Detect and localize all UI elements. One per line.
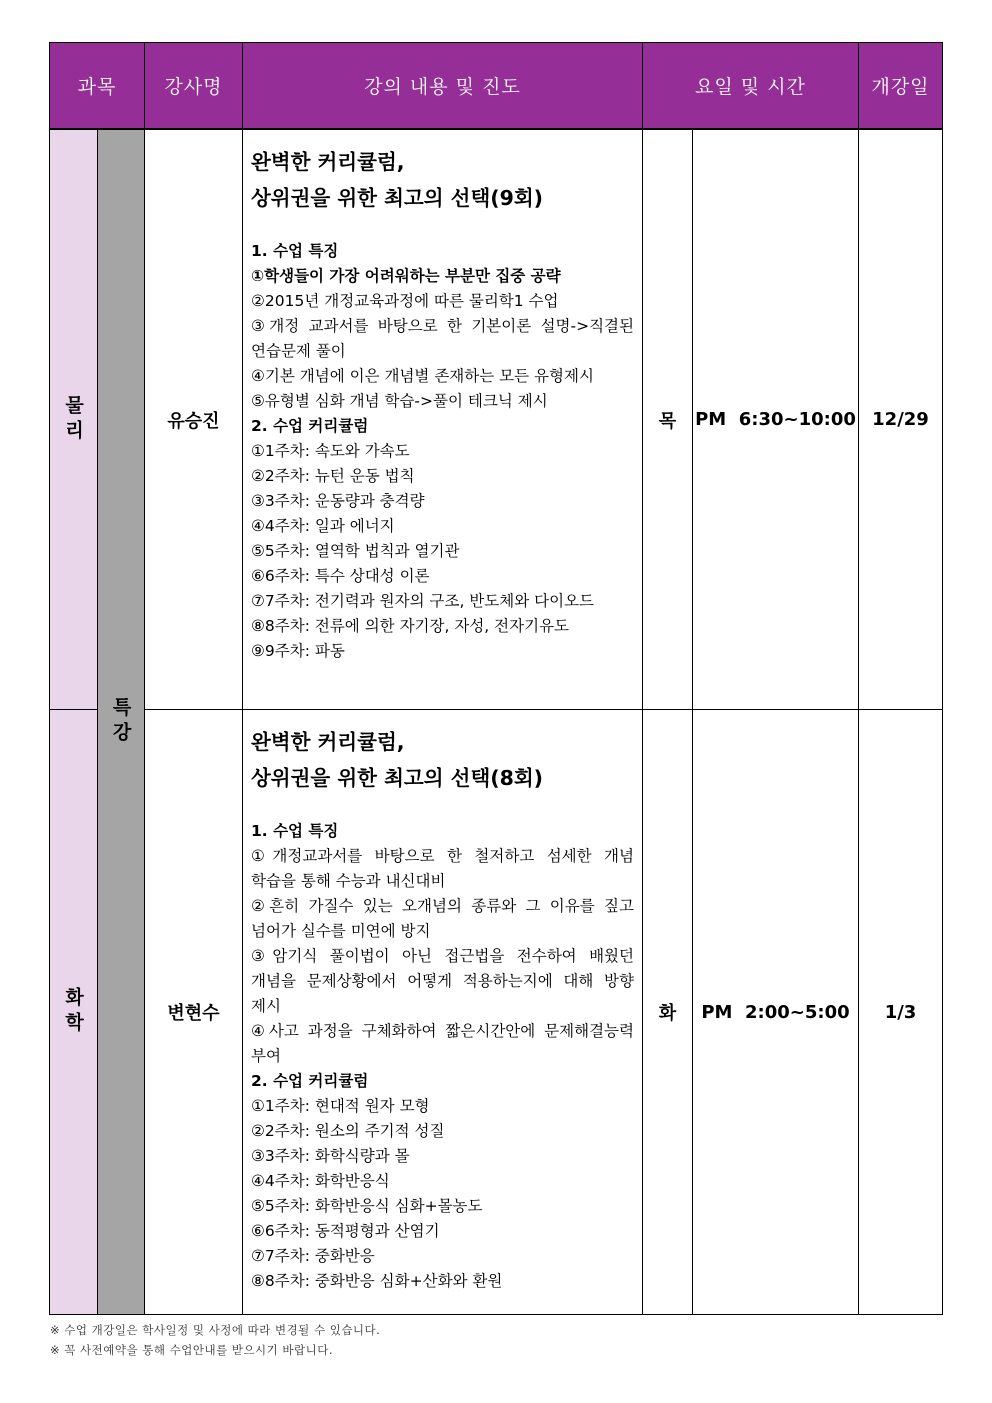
subject-physics: 물리 <box>50 130 98 710</box>
content-chemistry <box>243 710 643 1314</box>
course-title-line2: 상위권을 위한 최고의 선택(8회) <box>251 766 544 790</box>
header-instructor: 강사명 <box>145 43 243 130</box>
description-line: ⑦7주차: 전기력과 원자의 구조, 반도체와 다이오드 <box>251 592 595 610</box>
description-line: ④4주차: 화학반응식 <box>251 1172 390 1190</box>
description-line: 1. 수업 특징 <box>251 822 339 840</box>
course-title-line1: 완벽한 커리큘럼, <box>251 730 405 754</box>
description-line: ⑥6주차: 동적평형과 산염기 <box>251 1222 440 1240</box>
description-line: ④기본 개념에 이은 개념별 존재하는 모든 유형제시 <box>251 367 594 385</box>
day-physics: 목 <box>643 130 693 710</box>
description-line: ①학생들이 가장 어려워하는 부분만 집중 공략 <box>251 267 561 285</box>
schedule-table <box>49 42 943 1315</box>
description-line: ⑤유형별 심화 개념 학습->풀이 테크닉 제시 <box>251 392 548 410</box>
description-line: ④사고 과정을 구체화하여 짧은시간안에 문제해결능력 부여 <box>251 1022 634 1065</box>
description-line: ②2015년 개정교육과정에 따른 물리학1 수업 <box>251 292 559 310</box>
subject-chemistry: 화학 <box>50 710 98 1314</box>
content-physics <box>243 130 643 710</box>
day-chemistry: 화 <box>643 710 693 1314</box>
description-line: ①개정교과서를 바탕으로 한 철저하고 섬세한 개념 학습을 통해 수능과 내신대비 <box>251 847 634 890</box>
description-line: ⑤5주차: 열역학 법칙과 열기관 <box>251 542 460 560</box>
description-line: ④4주차: 일과 에너지 <box>251 517 395 535</box>
description-line: ③3주차: 운동량과 충격량 <box>251 492 425 510</box>
course-title-line2: 상위권을 위한 최고의 선택(9회) <box>251 186 544 210</box>
description-line: ①1주차: 속도와 가속도 <box>251 442 410 460</box>
description-line: ⑥6주차: 특수 상대성 이론 <box>251 567 430 585</box>
description-line: ⑤5주차: 화학반응식 심화+몰농도 <box>251 1197 483 1215</box>
course-title-line1: 완벽한 커리큘럼, <box>251 150 405 174</box>
course-description <box>251 239 634 664</box>
header-content: 강의 내용 및 진도 <box>243 43 643 130</box>
description-line: ③암기식 풀이법이 아닌 접근법을 전수하여 배웠던 개념을 문제상황에서 어떻게 적용하는지에 대해 방향 제시 <box>251 947 634 1015</box>
start-date-chemistry: 1/3 <box>884 1001 917 1023</box>
time-physics: PM 6:30~10:00 <box>693 130 859 710</box>
description-line: ①1주차: 현대적 원자 모형 <box>251 1097 430 1115</box>
description-line: 1. 수업 특징 <box>251 242 339 260</box>
description-line: 2. 수업 커리큘럼 <box>251 1072 369 1090</box>
description-line: ⑦7주차: 중화반응 <box>251 1247 375 1265</box>
header-subject: 과목 <box>50 43 145 130</box>
instructor-physics: 유승진 <box>145 130 243 710</box>
start-date-physics: 12/29 <box>859 130 942 710</box>
time-chemistry: PM 2:00~5:00 <box>693 710 859 1314</box>
description-line: ②2주차: 원소의 주기적 성질 <box>251 1122 445 1140</box>
description-line: ②흔히 가질수 있는 오개념의 종류와 그 이유를 짚고 넘어가 실수를 미연에 방지 <box>251 897 634 940</box>
special-lecture-label: 특강 <box>98 130 145 1314</box>
note-reservation: ※ 꼭 사전예약을 통해 수업안내를 받으시기 바랍니다. <box>50 1343 334 1357</box>
description-line: ⑧8주차: 중화반응 심화+산화와 환원 <box>251 1272 503 1290</box>
header-start-date: 개강일 <box>859 43 942 130</box>
instructor-chemistry: 변현수 <box>145 710 243 1314</box>
description-line: ⑧8주차: 전류에 의한 자기장, 자성, 전자기유도 <box>251 617 570 635</box>
description-line: ②2주차: 뉴턴 운동 법칙 <box>251 467 415 485</box>
description-line: ⑨9주차: 파동 <box>251 642 345 660</box>
description-line: 2. 수업 커리큘럼 <box>251 417 369 435</box>
description-line: ③개정 교과서를 바탕으로 한 기본이론 설명->직결된 연습문제 풀이 <box>251 317 634 360</box>
header-schedule: 요일 및 시간 <box>643 43 859 130</box>
description-line: ③3주차: 화학식량과 몰 <box>251 1147 410 1165</box>
course-description <box>251 819 634 1294</box>
note-schedule-change: ※ 수업 개강일은 학사일정 및 사정에 따라 변경될 수 있습니다. <box>50 1323 381 1337</box>
